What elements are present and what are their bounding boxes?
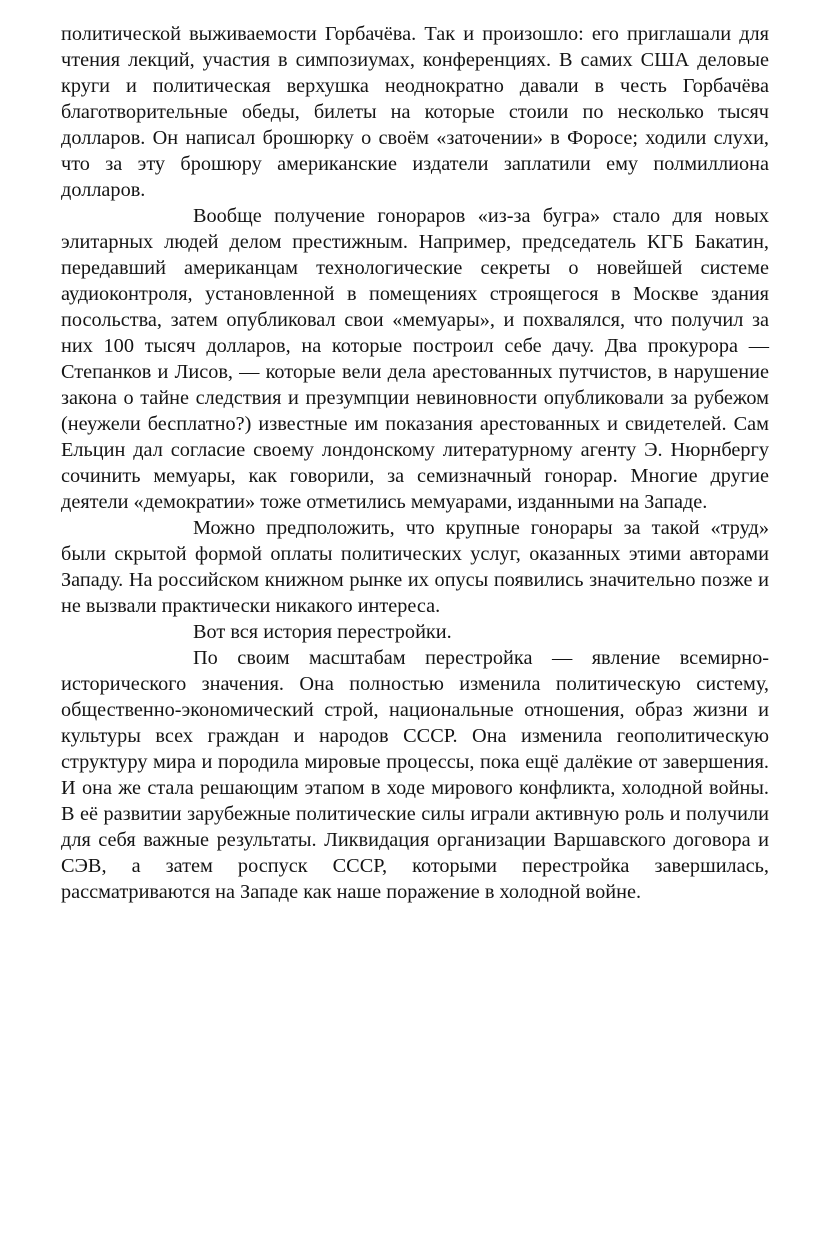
paragraph-3: Можно предположить, что крупные гонорары за такой «труд» были скрытой формой оплаты политических услуг, оказанных этими авторами Западу. На российском книжном рынке их опусы появились значительно позже и не вызвали практически никакого интереса. [61, 517, 769, 617]
paragraph-2: Вообще получение гонораров «из-за бугра» стало для новых элитарных людей делом престижным. Например, председатель КГБ Бакатин, передавший американцам технологические секреты о новейшей системе аудиоконтроля, установленной в помещениях строящегося в Москве здания посольства, затем опубликовал свои «мемуары», и похвалялся, что получил за них 100 тысяч долларов, на которые построил себе дачу. Два прокурора — Степанков и Лисов, — которые вели дела арестованных путчистов, в нарушение закона о тайне следствия и презумпции невиновности опубликовали за рубежом (неужели бесплатно?) известные им показания арестованных и свидетелей. Сам Ельцин дал согласие своему лондонскому литературному агенту Э. Нюрнбергу сочинить мемуары, как говорили, за семизначный гонорар. Многие другие деятели «демократии» тоже отметились мемуарами, изданными на Западе. [61, 205, 769, 513]
document-page [61, 21, 769, 905]
paragraph-5: По своим масштабам перестройка — явление всемирно-исторического значения. Она полностью изменила политическую систему, общественно-экономический строй, национальные отношения, образ жизни и культуры всех граждан и народов СССР. Она изменила геополитическую структуру мира и породила мировые процессы, пока ещё далёкие от завершения. И она же стала решающим этапом в ходе мирового конфликта, холодной войны. В её развитии зарубежные политические силы играли активную роль и получили для себя важные результаты. Ликвидация организации Варшавского договора и СЭВ, а затем роспуск СССР, которыми перестройка завершилась, рассматриваются на Западе как наше поражение в холодной войне. [61, 647, 769, 903]
paragraph-4: Вот вся история перестройки. [193, 621, 452, 643]
paragraph-1: политической выживаемости Горбачёва. Так и произошло: его приглашали для чтения лекций, участия в симпозиумах, конференциях. В самих США деловые круги и политическая верхушка неоднократно давали в честь Горбачёва благотворительные обеды, билеты на которые стоили по несколько тысяч долларов. Он написал брошюрку о своём «заточении» в Форосе; ходили слухи, что за эту брошюру американские издатели заплатили ему полмиллиона долларов. [61, 23, 769, 201]
